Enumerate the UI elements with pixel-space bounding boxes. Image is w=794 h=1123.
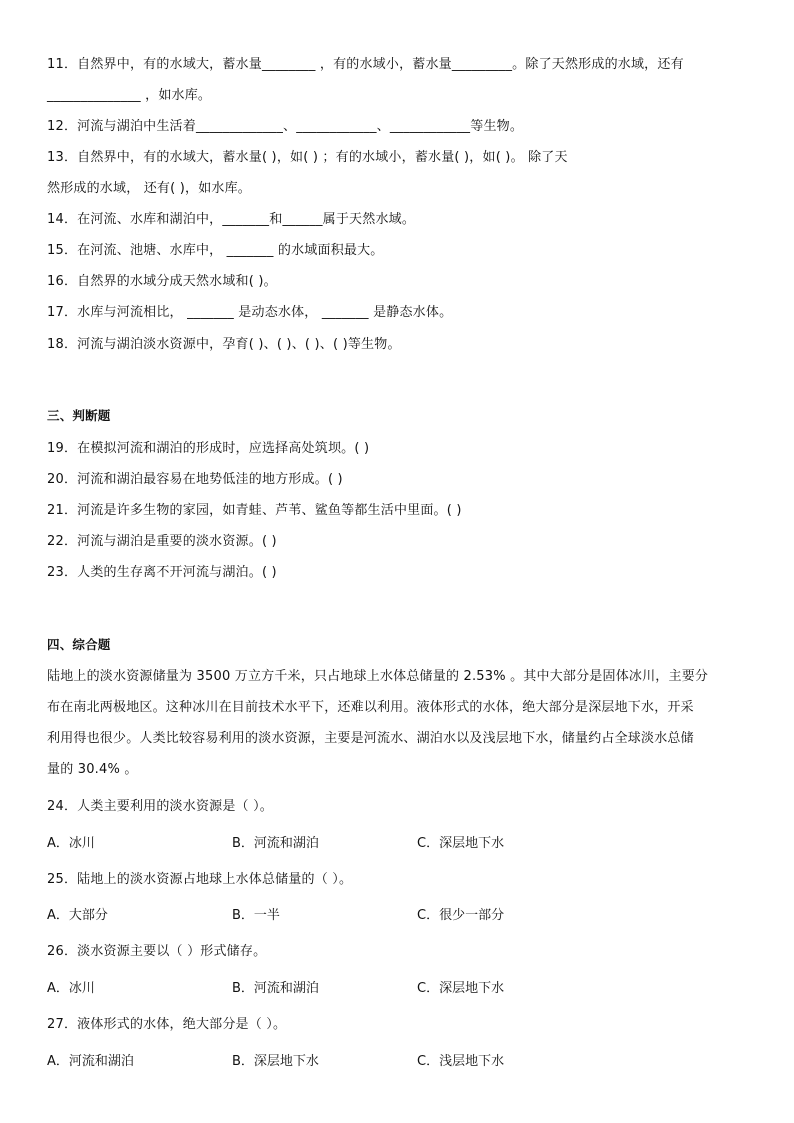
- passage-line: 量的 30.4% 。: [47, 762, 138, 777]
- option-a: A．冰川: [47, 981, 95, 996]
- option-b: B．一半: [232, 908, 280, 923]
- option-c: C．很少一部分: [417, 908, 505, 923]
- question-16: 16．自然界的水域分成天然水域和( )。: [47, 274, 277, 289]
- question-17: 17．水库与河流相比， _______ 是动态水体， _______ 是静态水体。: [47, 305, 453, 320]
- option-b: B．深层地下水: [232, 1054, 319, 1069]
- question-24: 24．人类主要利用的淡水资源是（ ）。: [47, 799, 273, 814]
- question-20: 20．河流和湖泊最容易在地势低洼的地方形成。( ): [47, 472, 343, 487]
- question-15: 15．在河流、池塘、水库中， _______ 的水域面积最大。: [47, 243, 384, 258]
- option-a: A．冰川: [47, 836, 95, 851]
- question-18: 18．河流与湖泊淡水资源中，孕育( )、( )、( )、( )等生物。: [47, 337, 401, 352]
- section-heading-comprehensive: 四、综合题: [47, 637, 111, 652]
- question-25: 25．陆地上的淡水资源占地球上水体总储量的（ ）。: [47, 872, 353, 887]
- question-22: 22．河流与湖泊是重要的淡水资源。( ): [47, 534, 277, 549]
- option-c: C．深层地下水: [417, 836, 505, 851]
- question-12: 12．河流与湖泊中生活着_____________、____________、____________等生物。: [47, 119, 524, 134]
- section-heading-judgement: 三、判断题: [47, 408, 111, 423]
- passage-line: 布在南北两极地区。这种冰川在目前技术水平下，还难以利用。液体形式的水体，绝大部分是深层地下水，开采: [47, 700, 694, 715]
- question-23: 23．人类的生存离不开河流与湖泊。( ): [47, 565, 277, 580]
- question-14: 14．在河流、水库和湖泊中，_______和______属于天然水域。: [47, 212, 416, 227]
- question-11-line-1: 11．自然界中，有的水域大，蓄水量________ ，有的水域小，蓄水量_________。除了天然形成的水域，还有: [47, 57, 684, 72]
- option-c: C．浅层地下水: [417, 1054, 505, 1069]
- option-a: A．大部分: [47, 908, 108, 923]
- question-26: 26．淡水资源主要以（ ）形式储存。: [47, 944, 267, 959]
- option-c: C．深层地下水: [417, 981, 505, 996]
- question-27: 27．液体形式的水体，绝大部分是（ ）。: [47, 1017, 287, 1032]
- question-19: 19．在模拟河流和湖泊的形成时，应选择高处筑坝。( ): [47, 441, 370, 456]
- question-13-line-2: 然形成的水域， 还有( )，如水库。: [47, 181, 252, 196]
- question-21: 21．河流是许多生物的家园，如青蛙、芦苇、鲨鱼等都生活中里面。( ): [47, 503, 462, 518]
- option-a: A．河流和湖泊: [47, 1054, 134, 1069]
- passage-line: 陆地上的淡水资源储量为 3500 万立方千米，只占地球上水体总储量的 2.53% 。其中大部分是固体冰川，主要分: [47, 669, 709, 684]
- option-b: B．河流和湖泊: [232, 836, 319, 851]
- option-b: B．河流和湖泊: [232, 981, 319, 996]
- question-11-line-2: ______________ ，如水库。: [47, 88, 212, 103]
- question-13-line-1: 13．自然界中，有的水域大，蓄水量( )，如( ) ；有的水域小，蓄水量( )，如( )。 除了天: [47, 150, 568, 165]
- passage-line: 利用得也很少。人类比较容易利用的淡水资源，主要是河流水、湖泊水以及浅层地下水，储量约占全球淡水总储: [47, 731, 694, 746]
